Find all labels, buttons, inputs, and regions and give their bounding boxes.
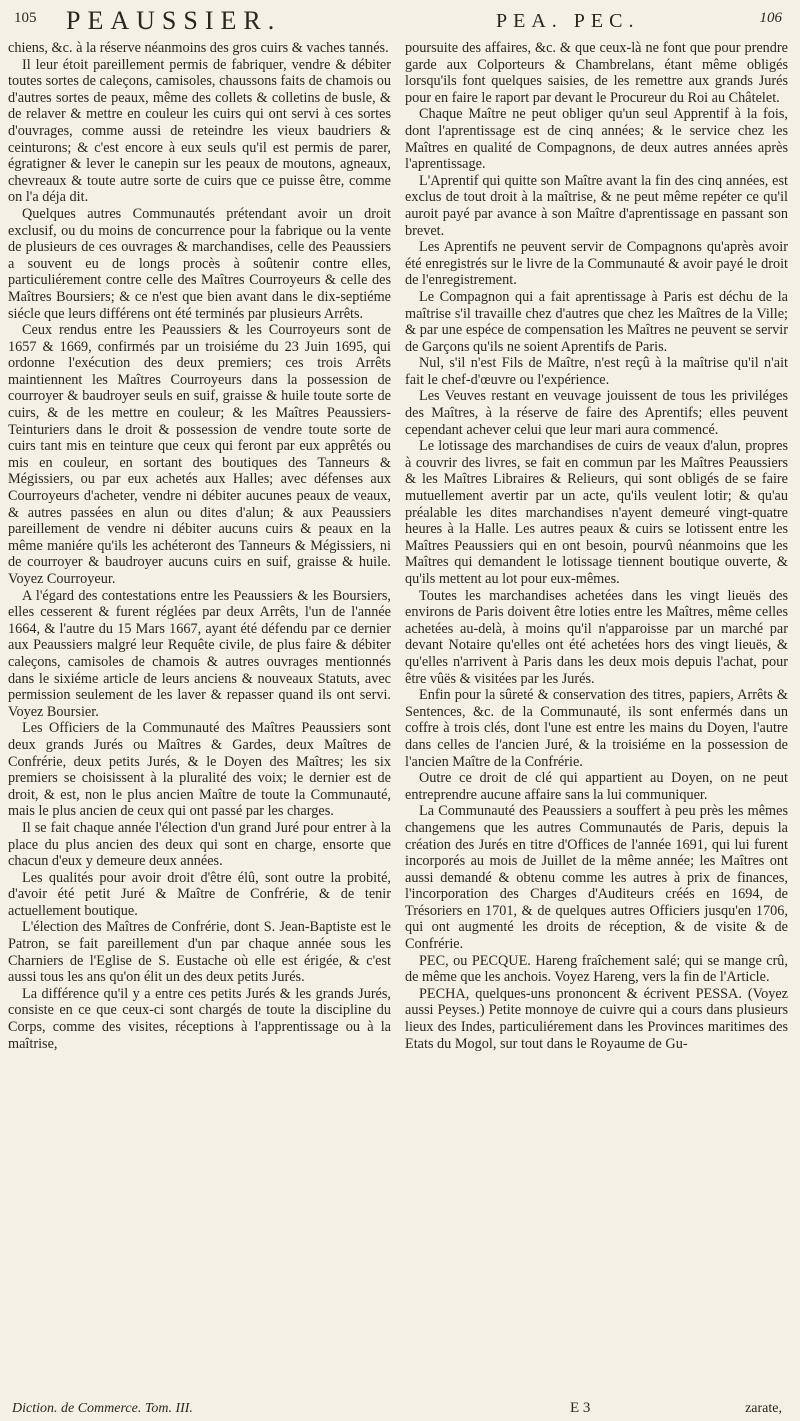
right-running-title: PEA. PEC. xyxy=(496,10,640,32)
signature-mark: E 3 xyxy=(570,1400,591,1416)
left-column xyxy=(8,40,391,1415)
paragraph: Outre ce droit de clé qui appartient au Doyen, on ne peut entreprendre aucune affaire sans la lui communiquer. xyxy=(405,770,788,803)
catchword: zarate, xyxy=(745,1401,782,1416)
paragraph: Il se fait chaque année l'élection d'un grand Juré pour entrer à la place du plus ancien des deux qui sont en charge, ensorte que chacun d'eux y demeure deux années. xyxy=(8,819,391,870)
paragraph: L'Aprentif qui quitte son Maître avant la fin des cinq années, est exclus de tout droit à la maîtrise, & ne peut même repéter ce qu'il auroit payé par avance à son Maître d'aprentissage en passant son brevet. xyxy=(405,172,788,239)
left-running-title: PEAUSSIER. xyxy=(66,6,282,35)
paragraph: Quelques autres Communautés prétendant avoir un droit exclusif, ou du moins de concurrence pour la fabrique ou la vente de plusieurs de ces ouvrages & marchandises, celle des Peaussiers a souvent eu de longs procès à soûtenir contre elles, particuliérement contre celle des Maîtres Courroyeurs & celle des Maîtres Boursiers; & ce n'est que bien avant dans le dix-septiéme siécle que leurs différens ont été terminés par plusieurs Arrêts. xyxy=(8,205,391,322)
paragraph: Les Veuves restant en veuvage jouissent de tous les priviléges des Maîtres, à la réserve de faire des Aprentifs; elles peuvent cependant achever celui que leur mari aura commencé. xyxy=(405,388,788,438)
paragraph: PECHA, quelques-uns prononcent & écrivent PESSA. (Voyez aussi Peyses.) Petite monnoye de cuivre qui a cours dans plusieurs lieux des Indes, particuliérement dans les Provinces maritimes des Etats du Mogol, sur tout dans le Royaume de Gu- xyxy=(405,985,788,1052)
paragraph: Il leur étoit pareillement permis de fabriquer, vendre & débiter toutes sortes de caleçons, camisoles, chaussons faits de chamois ou d'autres sortes de peaux, même des collets & colletins de busle, & de relaver & mettre en couleur les cuirs qui ont servi à ces sortes d'ouvrages, comme aussi de reteindre les vieux baudriers & ceinturons; & c'est encore à eux seuls qu'il est permis de parer, égratigner & lever le canepin sur les peaux de moutons, agneaux, chevreaux & toute autre sorte de cuirs que ce puisse être, comme on l'a déja dit. xyxy=(8,56,391,206)
left-page-number: 105 xyxy=(14,10,37,26)
paragraph: Ceux rendus entre les Peaussiers & les Courroyeurs sont de 1657 & 1669, confirmés par un troisiéme du 23 Juin 1695, qui ordonne l'exécution des deux premiers; ces trois Arrêts maintiennent les Maîtres Courroyeurs dans la possession de courroyer & baudroyer seuls en suif, graisse & huile toute sorte de cuirs, & de les mettre en couleur; & les Maîtres Peaussiers-Teinturiers dans le droit & possession de vendre toute sorte de cuirs tant mis en teinture que ceux qui feront par eux apprêtés ou mis en couleur, en sortant des boutiques des Tanneurs & Mégissiers, ou par eux achetés aux Halles; avec défenses aux Courroyeurs d'acheter, vendre ni débiter aucunes peaux de veaux, & autres passées en alun ou dites d'alun; & aux Peaussiers pareillement de vendre ni débiter aucuns cuirs & peaux en la même maniére qu'ils les achéteront des Tanneurs & Mégissiers, ni de courroyer & baudroyer aucuns cuirs en suif, graisse & huile. Voyez Courroyeur. xyxy=(8,322,391,587)
paragraph: Le Compagnon qui a fait aprentissage à Paris est déchu de la maîtrise s'il travaille chez d'autres que chez les Maîtres de la Ville; & par une espéce de compensation les Maîtres ne peuvent se servir de Garçons qu'ils ne soient Aprentifs de Paris. xyxy=(405,288,788,355)
paragraph: La Communauté des Peaussiers a souffert à peu près les mêmes changemens que les autres Communautés de Paris, depuis la création des Jurés en titre d'Offices de l'année 1691, qui lui furent incorporés au mois de Juillet de la même année; les Maîtres ont aussi demandé & obtenu comme les autres à prix de finances, l'incorporation des Charges d'Auditeurs créés en 1694, de Trésoriers en 1701, & de quelques autres Officiers jusqu'en 1706, qui ont augmenté les droits de réception, & de visite & de Confrérie. xyxy=(405,803,788,953)
text-columns xyxy=(8,40,788,1415)
paragraph: chiens, &c. à la réserve néanmoins des gros cuirs & vaches tannés. xyxy=(8,40,389,56)
paragraph: Les Aprentifs ne peuvent servir de Compagnons qu'après avoir été enregistrés sur le livre de la Communauté & avoir payé le droit de l'enregistrement. xyxy=(405,239,788,289)
paragraph: Les qualités pour avoir droit d'être élû, sont outre la probité, d'avoir été petit Juré & Maître de Confrérie, & de tenir actuellement boutique. xyxy=(8,869,391,919)
paragraph: Les Officiers de la Communauté des Maîtres Peaussiers sont deux grands Jurés ou Maîtres & Gardes, deux Maîtres de Confrérie, deux petits Jurés, & le Doyen des Maîtres; les six premiers se choisissent à la pluralité des voix; le dernier est de droit, & est, non le plus ancien Maître de toute la Communauté, mais le plus ancien de ceux qui ont passé par les charges. xyxy=(8,720,391,820)
right-page-number: 106 xyxy=(759,10,782,26)
right-column xyxy=(405,40,788,1415)
paragraph: Enfin pour la sûreté & conservation des titres, papiers, Arrêts & Sentences, &c. de la Communauté, ils sont enfermés dans un coffre à trois clés, dont l'une est entre les mains du Doyen, l'autre dans celles de l'ancien Juré, & la troisiéme en la possession de l'ancien Maître de la Confrérie. xyxy=(405,687,788,770)
paragraph: Nul, s'il n'est Fils de Maître, n'est reçû à la maîtrise qu'il n'ait fait le chef-d'œuvre ou l'expérience. xyxy=(405,355,788,388)
paragraph: L'élection des Maîtres de Confrérie, dont S. Jean-Baptiste est le Patron, se fait pareillement d'un par chaque année sous les Charniers de l'Eglise de S. Eustache où elle est érigée, & c'est aussi tous les ans qu'on élit un des deux petits Jurés. xyxy=(8,919,391,986)
paragraph: Chaque Maître ne peut obliger qu'un seul Apprentif à la fois, dont l'aprentissage est de cinq années; & le service chez les Maîtres en qualité de Compagnons, de deux autres années après l'aprentissage. xyxy=(405,106,788,173)
paragraph: poursuite des affaires, &c. & que ceux-là ne font que pour prendre garde aux Colporteurs & Chambrelans, étant même obligés lorsqu'ils font quelques saisies, de les remettre aux grands Jurés pour en faire le raport par devant le Procureur du Roi au Châtelet. xyxy=(405,40,788,106)
paragraph: A l'égard des contestations entre les Peaussiers & les Boursiers, elles cesserent & furent réglées par deux Arrêts, l'un de l'année 1664, & l'autre du 15 Mars 1667, ayant été défendu par ce dernier aux Peaussiers malgré leur Requête civile, de plus faire & débiter caleçons, camisoles de chamois & autres ouvrages mentionnés dans le sixiéme article de leurs anciens & nouveaux Statuts, avec permission seulement de les laver & repasser quand ils ont servi. Voyez Boursier. xyxy=(8,587,391,720)
paragraph: La différence qu'il y a entre ces petits Jurés & les grands Jurés, consiste en ce que ceux-ci sont chargés de toute la discipline du Corps, comme des visites, réceptions à l'apprentissage ou à la maîtrise, xyxy=(8,985,391,1052)
paragraph: PEC, ou PECQUE. Hareng fraîchement salé; qui se mange crû, de même que les anchois. Voyez Hareng, vers la fin de l'Article. xyxy=(405,952,788,986)
running-header xyxy=(8,6,786,40)
paragraph: Le lotissage des marchandises de cuirs de veaux d'alun, propres à couvrir des livres, se fait en commun par les Maîtres Peaussiers & les Maîtres Libraires & Relieurs, qui sont obligés de se faire mutuellement avertir par un acte, qu'ils veulent lotir; & qu'au préalable les dites marchandises n'ayent demeuré vingt-quatre heures à la Halle. Les autres peaux & cuirs se lotissent entre les Maîtres Peaussiers qui en ont besoin, pourvû néanmoins que les Maîtres qui demandent le lotissage tiennent boutique ouverte, & qu'ils mettent au lot pour eux-mêmes. xyxy=(405,438,788,587)
footer-source: Diction. de Commerce. Tom. III. xyxy=(12,1401,193,1416)
paragraph: Toutes les marchandises achetées dans les vingt lieuës des environs de Paris doivent être loties entre les Maîtres, même celles achetées au-delà, à moins qu'il n'apparoisse par un marché par devant Notaire qu'elles ont été achetées hors des vingt lieuës, & qu'elles n'arrivent à Paris dans les deux mois depuis l'achat, pour être vûës & visitées par les Jurés. xyxy=(405,587,788,687)
